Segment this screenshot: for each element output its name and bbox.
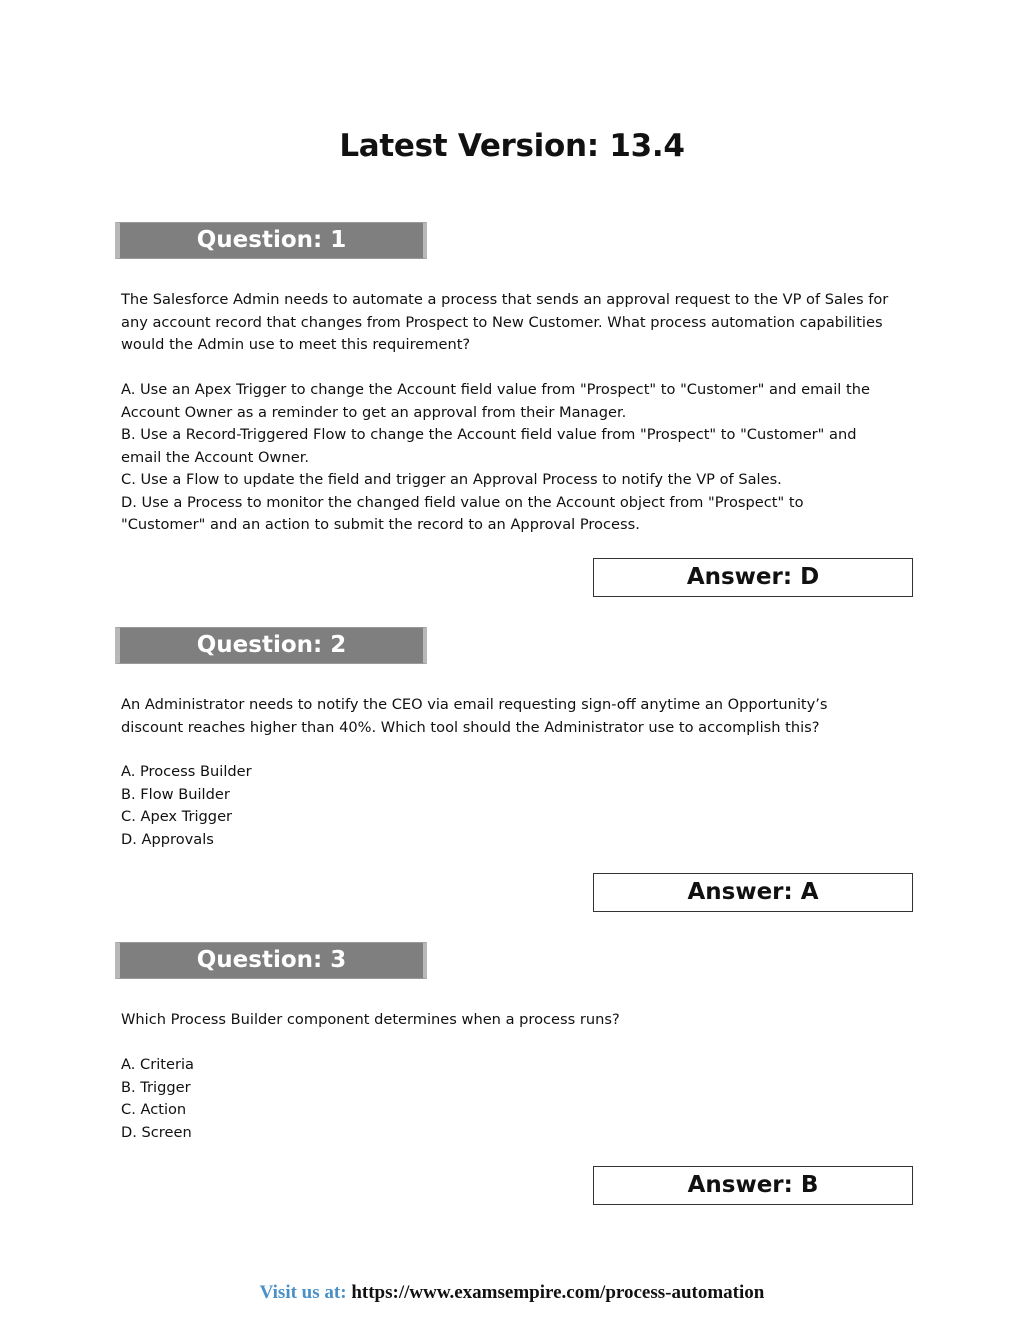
question-2-option-line: C. Apex Trigger	[121, 808, 233, 825]
page-title: Latest Version: 13.4	[339, 128, 685, 164]
question-1-option-line: A. Use an Apex Trigger to change the Account field value from "Prospect" to "Customer" and email the	[121, 381, 870, 398]
question-3-text	[121, 1009, 921, 1032]
question-1-option-line: C. Use a Flow to update the field and trigger an Approval Process to notify the VP of Sales.	[121, 471, 782, 488]
question-2-answer: Answer: A	[593, 873, 913, 912]
question-1-text-line: would the Admin use to meet this requirement?	[121, 336, 471, 353]
question-1-text-line: The Salesforce Admin needs to automate a process that sends an approval request to the VP of Sales for	[121, 291, 889, 308]
question-3-option-line: C. Action	[121, 1101, 187, 1118]
question-1-option-line: D. Use a Process to monitor the changed field value on the Account object from "Prospect" to	[121, 493, 804, 511]
question-1-option-line: email the Account Owner.	[121, 448, 309, 466]
footer-visit-label: Visit us at:	[259, 1282, 347, 1303]
question-2-option-line: D. Approvals	[121, 830, 214, 848]
question-2-header: Question: 2	[115, 627, 427, 664]
question-2-text	[121, 694, 921, 739]
question-1-option-line: B. Use a Record-Triggered Flow to change the Account field value from "Prospect" to "Customer" and	[121, 426, 857, 443]
question-3-text-line: Which Process Builder component determines when a process runs?	[121, 1011, 620, 1028]
question-1-option-line: "Customer" and an action to submit the record to an Approval Process.	[121, 516, 640, 533]
question-3-option-line: D. Screen	[121, 1123, 192, 1141]
question-3-header: Question: 3	[115, 942, 427, 979]
question-3-option-line: B. Trigger	[121, 1078, 191, 1096]
question-3-option-line: A. Criteria	[121, 1056, 194, 1073]
question-1-text	[121, 289, 921, 357]
question-1-option-line: Account Owner as a reminder to get an approval from their Manager.	[121, 403, 627, 421]
question-2-text-line: An Administrator needs to notify the CEO via email requesting sign-off anytime an Opportunity’s	[121, 696, 828, 713]
question-1-options	[121, 379, 921, 537]
footer	[0, 1280, 1024, 1306]
question-2-option-line: B. Flow Builder	[121, 785, 230, 803]
question-3-options	[121, 1054, 921, 1144]
question-2-options	[121, 761, 921, 851]
question-2-option-line: A. Process Builder	[121, 763, 252, 780]
question-2-text-line: discount reaches higher than 40%. Which tool should the Administrator use to accomplish this?	[121, 718, 820, 736]
question-1-text-line: any account record that changes from Prospect to New Customer. What process automation capabilities	[121, 313, 883, 331]
question-3-answer: Answer: B	[593, 1166, 913, 1205]
question-1-header: Question: 1	[115, 222, 427, 259]
question-1-answer: Answer: D	[593, 558, 913, 597]
footer-url-link[interactable]: https://www.examsempire.com/process-automation	[351, 1282, 765, 1303]
